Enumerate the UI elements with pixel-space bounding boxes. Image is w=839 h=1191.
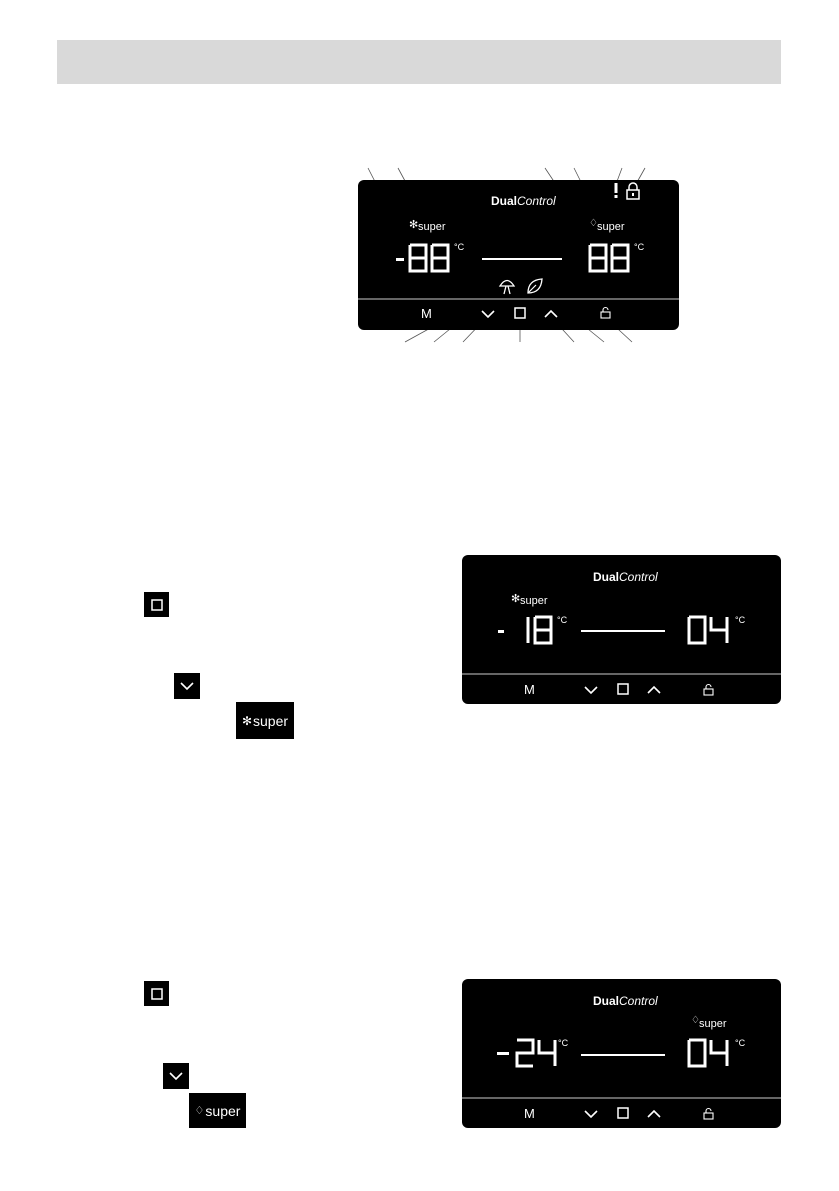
droplet-icon: ♢ bbox=[691, 1015, 700, 1026]
square-icon[interactable] bbox=[617, 1107, 629, 1119]
snowflake-icon: ✻ bbox=[241, 713, 253, 728]
chevron-down-icon bbox=[180, 681, 194, 691]
square-icon[interactable] bbox=[617, 683, 629, 695]
brand-logo: DualControl bbox=[593, 994, 658, 1008]
inline-down-button bbox=[174, 673, 200, 699]
fridge-super-label: super bbox=[597, 221, 625, 233]
lock-icon bbox=[626, 182, 640, 200]
snowflake-icon: ✻ bbox=[409, 219, 419, 231]
unlock-icon[interactable] bbox=[703, 683, 714, 696]
chevron-up-icon[interactable] bbox=[647, 685, 661, 695]
control-panel-example-1 bbox=[462, 555, 781, 704]
unlock-icon[interactable] bbox=[600, 306, 611, 319]
inline-super-label: super bbox=[205, 1102, 241, 1119]
mode-button[interactable]: M bbox=[524, 682, 535, 697]
freezer-minus-sign bbox=[497, 1052, 509, 1055]
fridge-super-label: super bbox=[699, 1018, 727, 1030]
mode-button[interactable]: M bbox=[421, 306, 432, 321]
freezer-unit: °C bbox=[454, 242, 465, 252]
freezer-super-label: super bbox=[520, 595, 548, 607]
inline-fridge-super-button bbox=[189, 1093, 246, 1128]
brand-logo: DualControl bbox=[491, 194, 556, 208]
panel-divider bbox=[358, 298, 679, 300]
inline-square-button bbox=[144, 981, 169, 1006]
fridge-temperature-display bbox=[687, 1038, 731, 1068]
fridge-temperature-display bbox=[687, 615, 731, 645]
fridge-unit: °C bbox=[735, 615, 746, 625]
zone-separator-bar bbox=[581, 630, 665, 632]
square-icon bbox=[151, 599, 163, 611]
control-panel-example-2 bbox=[462, 979, 781, 1128]
fridge-unit: °C bbox=[634, 242, 645, 252]
freezer-temperature-display bbox=[408, 243, 450, 273]
inline-down-button bbox=[163, 1063, 189, 1089]
brand-logo: DualControl bbox=[593, 570, 658, 584]
freezer-unit: °C bbox=[557, 615, 568, 625]
unlock-icon[interactable] bbox=[703, 1107, 714, 1120]
freezer-minus-sign bbox=[396, 258, 404, 261]
chevron-down-icon[interactable] bbox=[481, 309, 495, 319]
droplet-icon: ♢ bbox=[194, 1105, 205, 1117]
inline-square-button bbox=[144, 592, 169, 617]
fridge-temperature-display bbox=[588, 243, 630, 273]
mode-button[interactable]: M bbox=[524, 1106, 535, 1121]
control-panel-diagram bbox=[358, 180, 679, 330]
square-icon bbox=[151, 988, 163, 1000]
leaf-icon bbox=[526, 277, 544, 295]
freezer-minus-sign bbox=[498, 630, 504, 633]
mushroom-icon bbox=[498, 277, 516, 295]
chevron-down-icon[interactable] bbox=[584, 685, 598, 695]
inline-super-label: super bbox=[253, 712, 289, 729]
chevron-down-icon[interactable] bbox=[584, 1109, 598, 1119]
freezer-temperature-display bbox=[515, 1038, 559, 1068]
chevron-up-icon[interactable] bbox=[647, 1109, 661, 1119]
inline-freezer-super-button bbox=[236, 702, 294, 739]
square-icon[interactable] bbox=[514, 307, 526, 319]
chevron-up-icon[interactable] bbox=[544, 309, 558, 319]
freezer-unit: °C bbox=[558, 1038, 569, 1048]
chevron-down-icon bbox=[169, 1071, 183, 1081]
panel-divider bbox=[462, 1097, 781, 1099]
alert-icon bbox=[613, 183, 619, 199]
freezer-temperature-display bbox=[523, 615, 553, 645]
snowflake-icon: ✻ bbox=[511, 593, 521, 605]
panel-divider bbox=[462, 673, 781, 675]
fridge-unit: °C bbox=[735, 1038, 746, 1048]
freezer-super-label: super bbox=[418, 221, 446, 233]
droplet-icon: ♢ bbox=[589, 218, 598, 229]
zone-separator-bar bbox=[581, 1054, 665, 1056]
zone-separator-bar bbox=[482, 258, 562, 260]
